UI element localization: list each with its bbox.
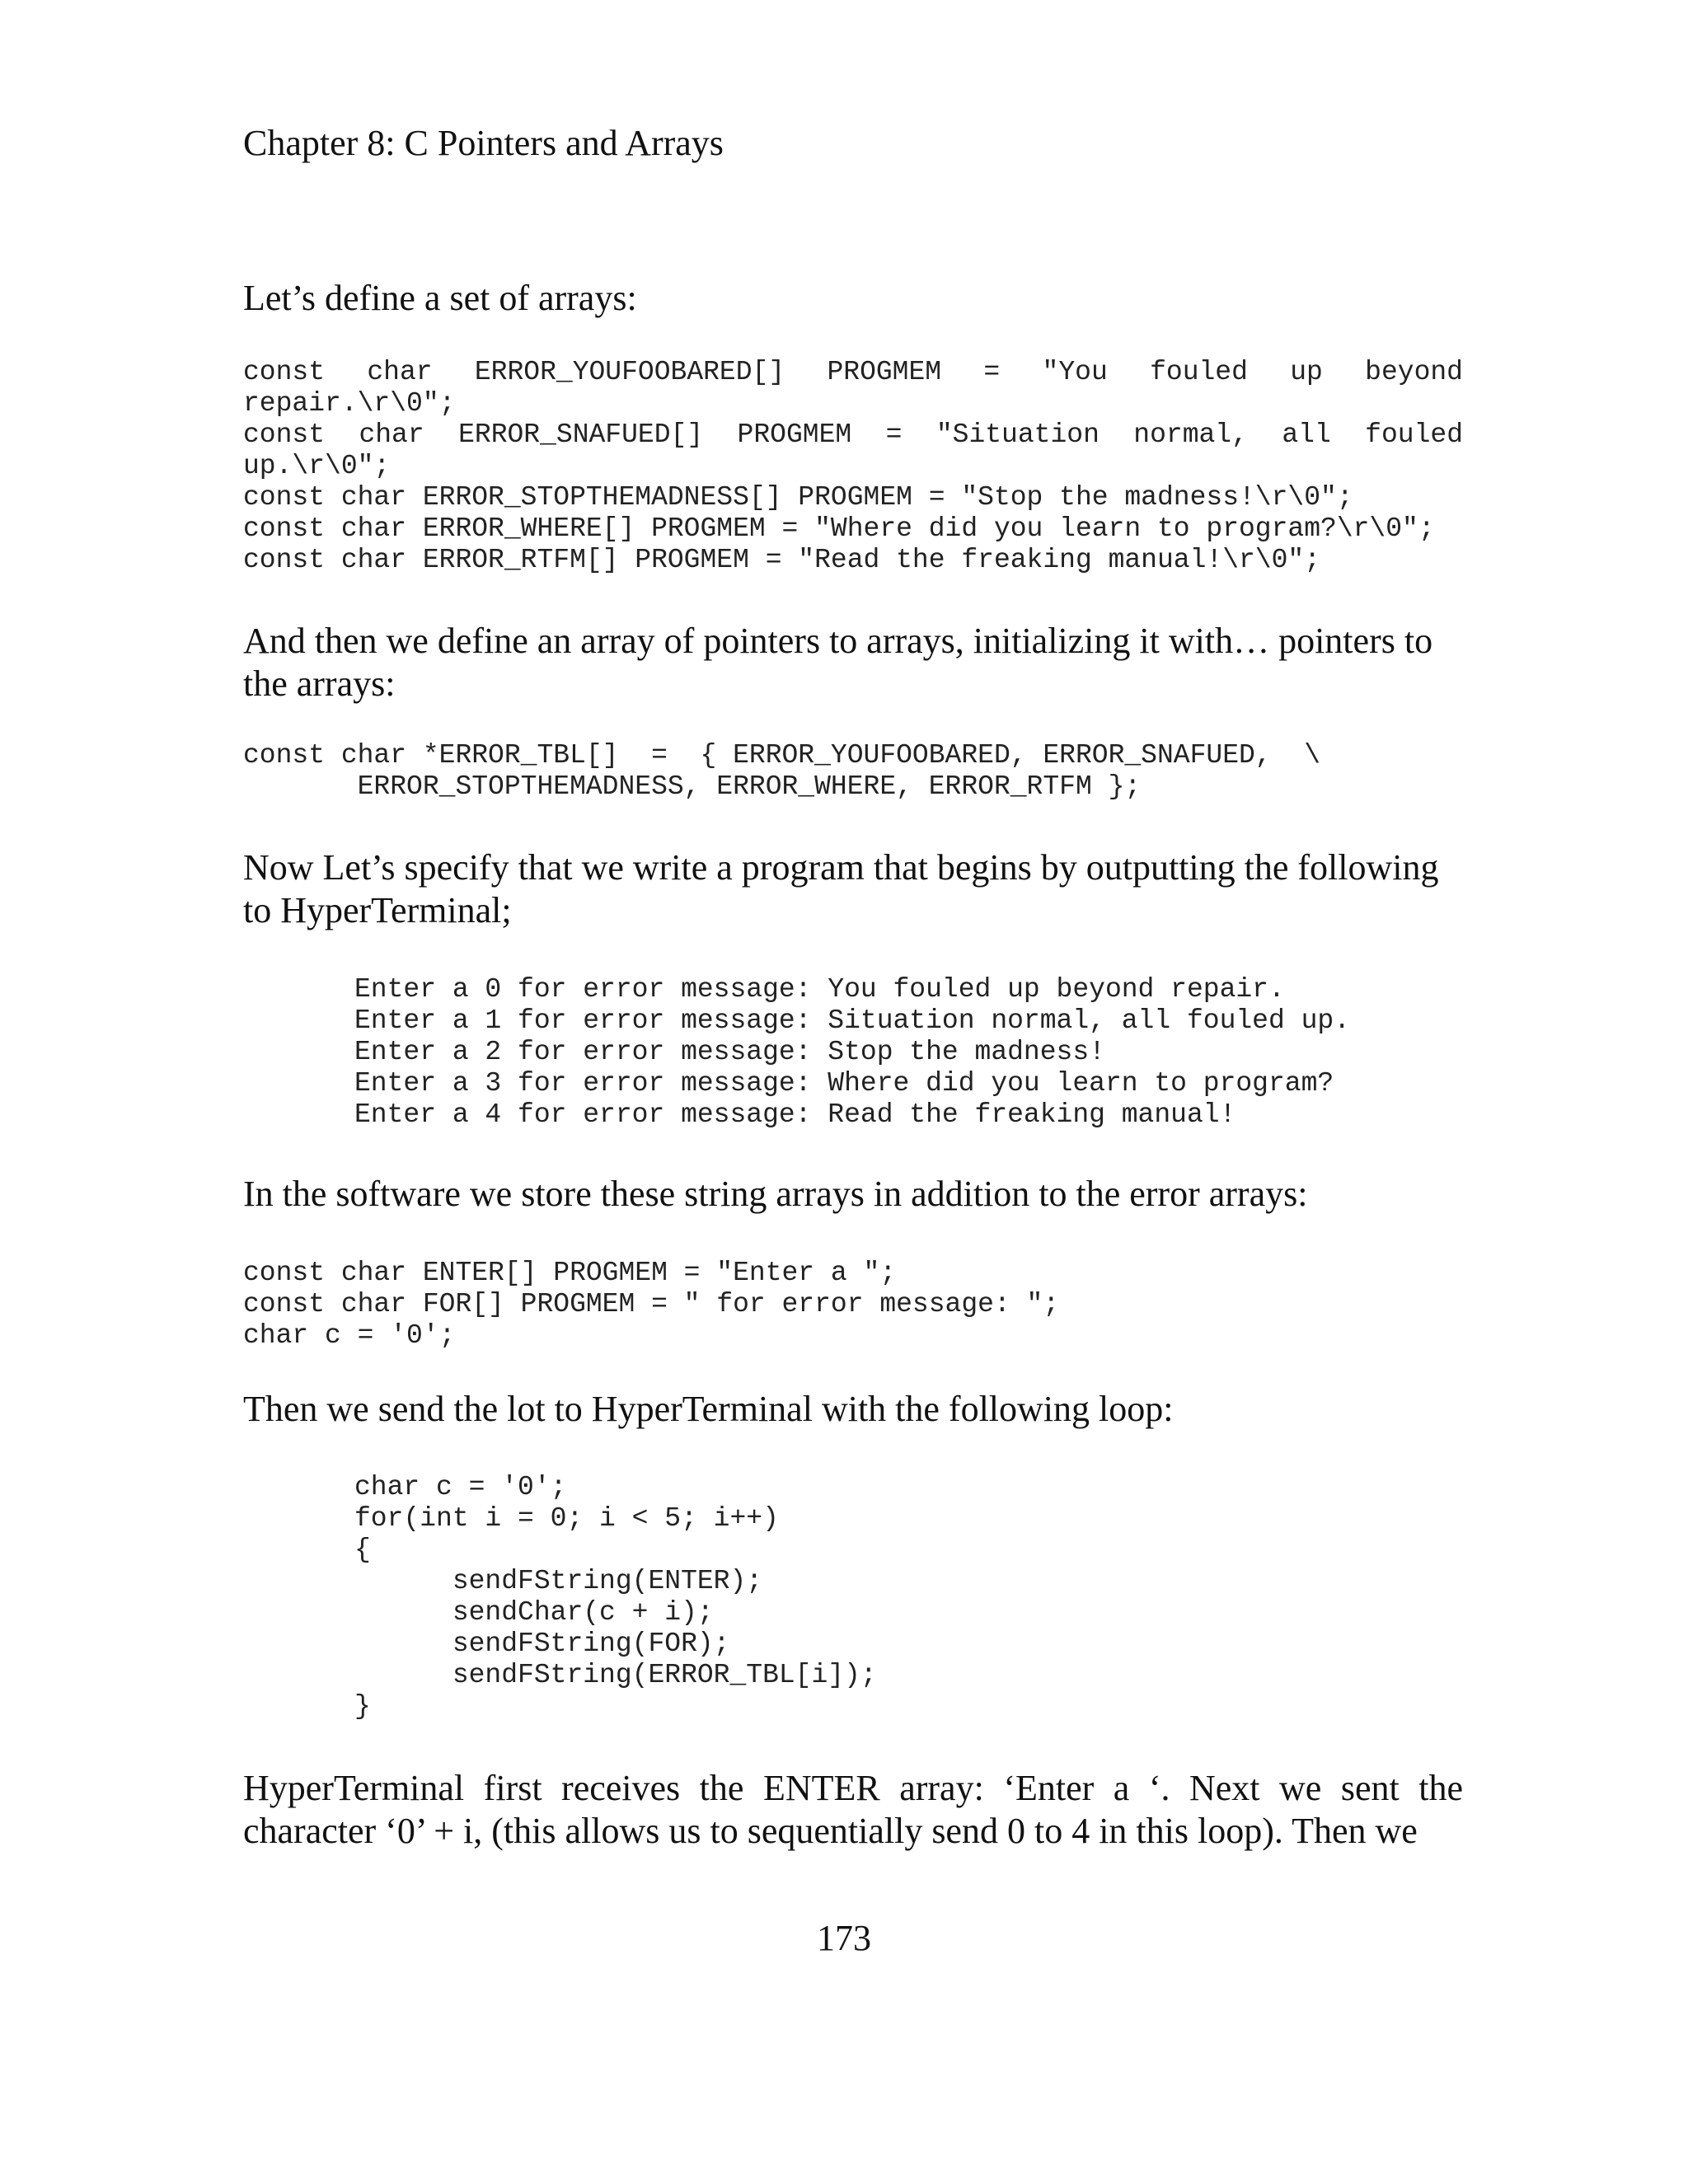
page-number: 173 [817, 1918, 871, 1958]
code-line: { [354, 1535, 371, 1565]
paragraph-string-arrays: In the software we store these string arrays in addition to the error arrays: [243, 1174, 1308, 1214]
code-line: const char ERROR_WHERE[] PROGMEM = "Where did you learn to program?\r\0"; [243, 513, 1435, 544]
code-block-terminal-output [354, 974, 1350, 1131]
code-line: const char ERROR_RTFM[] PROGMEM = "Read the freaking manual!\r\0"; [243, 545, 1321, 575]
code-line: repair.\r\0"; [243, 388, 456, 419]
code-line: const char FOR[] PROGMEM = " for error message: "; [243, 1289, 1060, 1319]
code-line: Enter a 0 for error message: You fouled up beyond repair. [354, 974, 1285, 1005]
paragraph-explanation-line-2: character ‘0’ + i, (this allows us to sequentially send 0 to 4 in this loop). Then we [243, 1811, 1418, 1851]
code-block-error-arrays [243, 357, 1463, 576]
code-line: Enter a 3 for error message: Where did you learn to program? [354, 1068, 1334, 1099]
paragraph-define-arrays: Let’s define a set of arrays: [243, 278, 637, 318]
code-block-loop [354, 1472, 877, 1722]
code-line: } [354, 1691, 371, 1722]
code-line: const char ERROR_STOPTHEMADNESS[] PROGMEM = "Stop the madness!\r\0"; [243, 482, 1353, 513]
code-line: sendFString(FOR); [354, 1629, 730, 1659]
paragraph-program-output: Now Let’s specify that we write a program that begins by outputting the following to HyperTerminal; [243, 847, 1439, 930]
code-line: sendChar(c + i); [354, 1597, 714, 1628]
code-line: char c = '0'; [243, 1320, 456, 1351]
code-line: for(int i = 0; i < 5; i++) [354, 1503, 779, 1534]
code-line: const char ERROR_SNAFUED[] PROGMEM = "Situation normal, all fouled [243, 419, 1463, 450]
paragraph-pointer-array: And then we define an array of pointers to arrays, initializing it with… pointers to the arrays: [243, 621, 1433, 704]
code-line: const char ERROR_YOUFOOBARED[] PROGMEM = "You fouled up beyond [243, 357, 1463, 387]
code-line: char c = '0'; [354, 1472, 567, 1502]
code-line: ERROR_STOPTHEMADNESS, ERROR_WHERE, ERROR_RTFM }; [243, 771, 1142, 802]
code-line: sendFString(ERROR_TBL[i]); [354, 1660, 877, 1690]
code-line: up.\r\0"; [243, 451, 391, 481]
code-block-error-table [243, 740, 1320, 803]
paragraph-send-loop: Then we send the lot to HyperTerminal with the following loop: [243, 1389, 1174, 1429]
code-line: Enter a 4 for error message: Read the freaking manual! [354, 1099, 1236, 1130]
code-line: const char ENTER[] PROGMEM = "Enter a "; [243, 1258, 897, 1288]
code-block-string-arrays [243, 1258, 1059, 1352]
paragraph-explanation-line-1: HyperTerminal first receives the ENTER array: ‘Enter a ‘. Next we sent the [243, 1768, 1463, 1808]
chapter-header: Chapter 8: C Pointers and Arrays [243, 123, 724, 163]
code-line: Enter a 1 for error message: Situation normal, all fouled up. [354, 1005, 1350, 1036]
code-line: sendFString(ENTER); [354, 1566, 763, 1596]
code-line: Enter a 2 for error message: Stop the madness! [354, 1037, 1105, 1067]
code-line: const char *ERROR_TBL[] = { ERROR_YOUFOOBARED, ERROR_SNAFUED, \ [243, 740, 1321, 771]
